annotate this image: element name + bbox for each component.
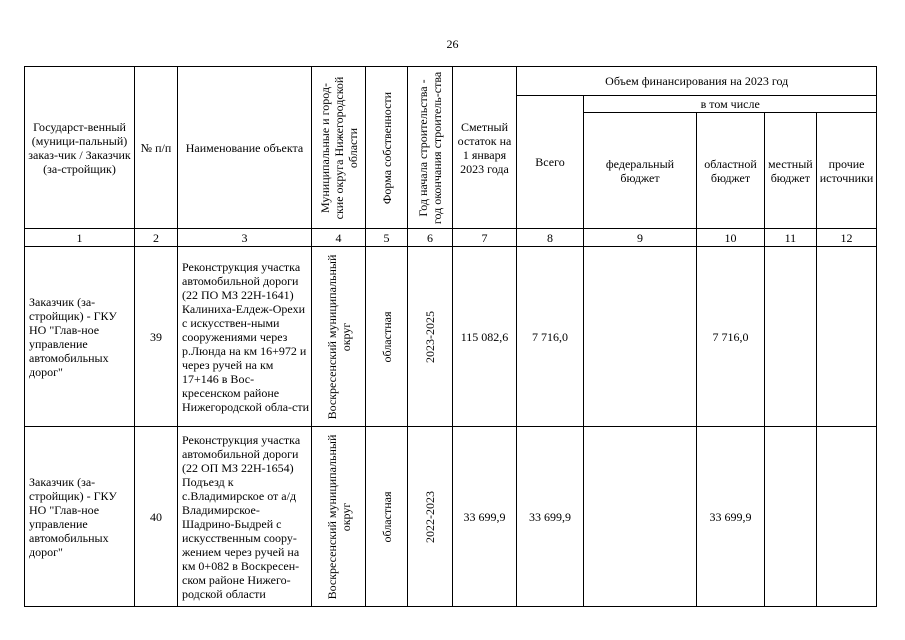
header-municipality-cell [312,67,366,229]
row-years: 2023-2025 [423,310,437,363]
row-customer: Заказчик (за-стройщик) - ГКУ НО "Глав-ное управление автомобильных дорог" [25,247,135,427]
row-regional: 33 699,9 [697,427,765,607]
header-federal: федеральный бюджет [584,113,697,229]
row-ownership-cell [366,247,408,427]
row-other [816,427,877,607]
column-number: 5 [366,229,408,247]
column-number: 4 [312,229,366,247]
header-including: в том числе [584,96,877,113]
page-number: 26 [446,37,459,51]
row-total: 33 699,9 [517,427,584,607]
row-municipality: Воскресенский муниципальный округ [324,254,353,419]
header-regional: областной бюджет [697,113,765,229]
row-years-cell [408,247,453,427]
column-number: 6 [408,229,453,247]
header-total: Всего [517,96,584,229]
row-remainder: 33 699,9 [453,427,517,607]
column-number: 1 [25,229,135,247]
row-remainder: 115 082,6 [453,247,517,427]
row-municipality: Воскресенский муниципальный округ [324,434,353,599]
row-total: 7 716,0 [517,247,584,427]
column-number: 3 [178,229,312,247]
column-number: 12 [816,229,877,247]
column-number: 2 [135,229,178,247]
row-ownership-cell [366,427,408,607]
row-federal [584,247,697,427]
row-num: 39 [135,247,178,427]
row-municipality-cell [312,427,366,607]
row-years-cell [408,427,453,607]
column-number: 11 [765,229,817,247]
header-financing: Объем финансирования на 2023 год [517,67,877,96]
header-other: прочие источники [816,113,877,229]
table-row [25,427,877,607]
header-customer: Государст-венный (муници-пальный) заказ-чик / Заказчик (за-стройщик) [25,67,135,229]
row-ownership: областная [379,491,394,542]
row-federal [584,427,697,607]
row-local [765,247,817,427]
row-object-name: Реконструкция участка автомобильной дороги (22 ОП МЗ 22Н-1654) Подъезд к с.Владимирское от а/д Владимирское-Шадрино-Быдрей с искусственным соору-жением через ручей на км 0+082 в Воскресен-ском районе Нижего-родской области [178,427,312,607]
column-number: 10 [697,229,765,247]
column-number: 8 [517,229,584,247]
column-number-row [25,229,877,247]
row-other [816,247,877,427]
header-remainder: Сметный остаток на 1 января 2023 года [453,67,517,229]
row-ownership: областная [379,311,394,362]
column-number: 7 [453,229,517,247]
row-customer: Заказчик (за-стройщик) - ГКУ НО "Глав-ное управление автомобильных дорог" [25,427,135,607]
header-municipality: Муниципальные и город-ские округа Нижегородской области [317,76,360,219]
row-object-name: Реконструкция участка автомобильной дороги (22 ПО МЗ 22Н-1641) Калиниха-Елдеж-Орехи с искусствен-ными сооружениями через р.Люнда на км 16+972 и через ручей на км 17+146 в Вос-кресенском районе Нижегородской обла-сти [178,247,312,427]
header-num: № п/п [135,67,178,229]
header-object-name: Наименование объекта [178,67,312,229]
table-row [25,247,877,427]
header-ownership-cell [366,67,408,229]
column-number: 9 [584,229,697,247]
financing-table [24,66,877,607]
row-num: 40 [135,427,178,607]
header-ownership: Форма собственности [379,91,394,204]
row-years: 2022-2023 [423,490,437,543]
header-years: Год начала строительства - год окончания строитель-ства [416,71,444,224]
row-regional: 7 716,0 [697,247,765,427]
row-municipality-cell [312,247,366,427]
row-local [765,427,817,607]
header-local: местный бюджет [765,113,817,229]
header-years-cell [408,67,453,229]
